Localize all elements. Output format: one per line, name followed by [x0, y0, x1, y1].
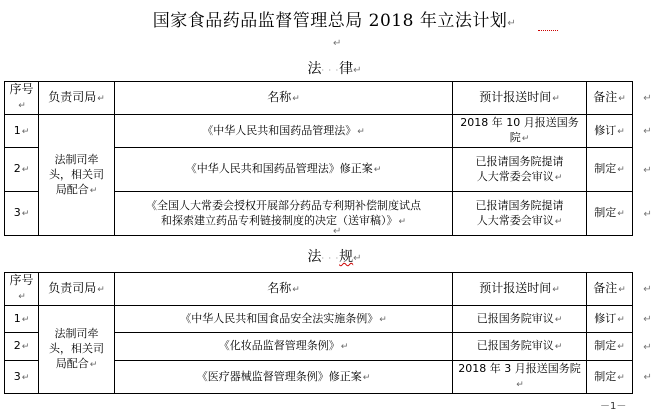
paragraph-mark-icon: ↵ — [507, 18, 517, 29]
law-name: 《全国人大常委会授权开展部分药品专利期补偿制度试点 和探索建立药品专利链接制度的决定（送审稿）》↵ — [115, 192, 453, 236]
section-heading-law — [0, 58, 669, 78]
paragraph-mark-icon: ↵ — [333, 226, 342, 237]
column-header: 备注↵ — [587, 273, 633, 306]
column-header: 负责司局↵ — [39, 273, 115, 306]
submit-time: 2018 年 10 月报送国务院↵ — [453, 115, 587, 148]
row-end-mark: ↵ — [643, 208, 652, 220]
section-heading-char: 法 — [307, 61, 322, 77]
row-end-mark: ↵ — [643, 284, 652, 295]
submit-time: 2018 年 3 月报送国务院↵ — [453, 361, 587, 394]
page-number: －1－ — [600, 401, 627, 412]
department-cell: 法制司牵 头，相关司 局配合↵ — [39, 115, 115, 236]
law-name: 《中华人民共和国药品管理法》↵ — [115, 115, 453, 148]
submit-time: 已报请国务院提请 人大常委会审议↵ — [453, 148, 587, 192]
column-header: 预计报送时间↵ — [453, 273, 587, 306]
section-heading-char: 规 — [339, 249, 354, 265]
row-end-mark: ↵ — [643, 164, 652, 176]
column-header: 负责司局↵ — [39, 82, 115, 115]
note-cell: 修订↵ — [587, 115, 633, 148]
regulation-name: 《医疗器械监督管理条例》修正案↵ — [115, 361, 453, 394]
column-header: 序号↵ — [5, 273, 39, 306]
row-number: 2↵ — [5, 148, 39, 192]
space-marks: · · · — [321, 254, 340, 263]
table-header-row — [5, 82, 663, 115]
section-heading-char: 法 — [307, 249, 322, 265]
department-cell: 法制司牵 头，相关司 局配合↵ — [39, 306, 115, 394]
page-title-text: 国家食品药品监督管理总局 2018 年立法计划 — [152, 11, 508, 31]
submit-time: 已报请国务院提请 人大常委会审议↵ — [453, 192, 587, 236]
section-heading-char: 律 — [339, 61, 354, 77]
note-cell: 制定↵ — [587, 148, 633, 192]
row-number: 1↵ — [5, 115, 39, 148]
regulation-name: 《中华人民共和国食品安全法实施条例》↵ — [115, 306, 453, 333]
column-header: 预计报送时间↵ — [453, 82, 587, 115]
row-number: 3↵ — [5, 192, 39, 236]
column-header: 名称↵ — [115, 273, 453, 306]
column-header: 名称↵ — [115, 82, 453, 115]
table-row — [5, 306, 663, 333]
note-cell: 修订↵ — [587, 306, 633, 333]
law-table — [4, 81, 663, 236]
spellcheck-underline — [538, 28, 558, 31]
row-end-mark: ↵ — [643, 314, 652, 325]
submit-time: 已报国务院审议↵ — [453, 333, 587, 361]
row-end-mark: ↵ — [643, 372, 652, 383]
regulation-name: 《化妆品监督管理条例》↵ — [115, 333, 453, 361]
page-title — [0, 6, 669, 31]
submit-time: 已报国务院审议↵ — [453, 306, 587, 333]
row-number: 1↵ — [5, 306, 39, 333]
column-header: 序号↵ — [5, 82, 39, 115]
paragraph-mark-icon: ↵ — [353, 65, 362, 76]
paragraph-mark-icon: ↵ — [353, 253, 362, 264]
column-header: 备注↵ — [587, 82, 633, 115]
row-number: 3↵ — [5, 361, 39, 394]
table-header-row — [5, 273, 663, 306]
paragraph-mark-icon: ↵ — [333, 38, 342, 49]
row-end-mark: ↵ — [643, 126, 652, 137]
regulation-table — [4, 272, 663, 394]
note-cell: 制定↵ — [587, 361, 633, 394]
note-cell: 制定↵ — [587, 192, 633, 236]
law-name: 《中华人民共和国药品管理法》修正案↵ — [115, 148, 453, 192]
row-end-mark: ↵ — [643, 341, 652, 353]
note-cell: 制定↵ — [587, 333, 633, 361]
table-row — [5, 115, 663, 148]
space-marks: · · · — [321, 66, 340, 75]
row-number: 2↵ — [5, 333, 39, 361]
row-end-mark: ↵ — [643, 93, 652, 104]
section-heading-regulation — [0, 246, 669, 266]
